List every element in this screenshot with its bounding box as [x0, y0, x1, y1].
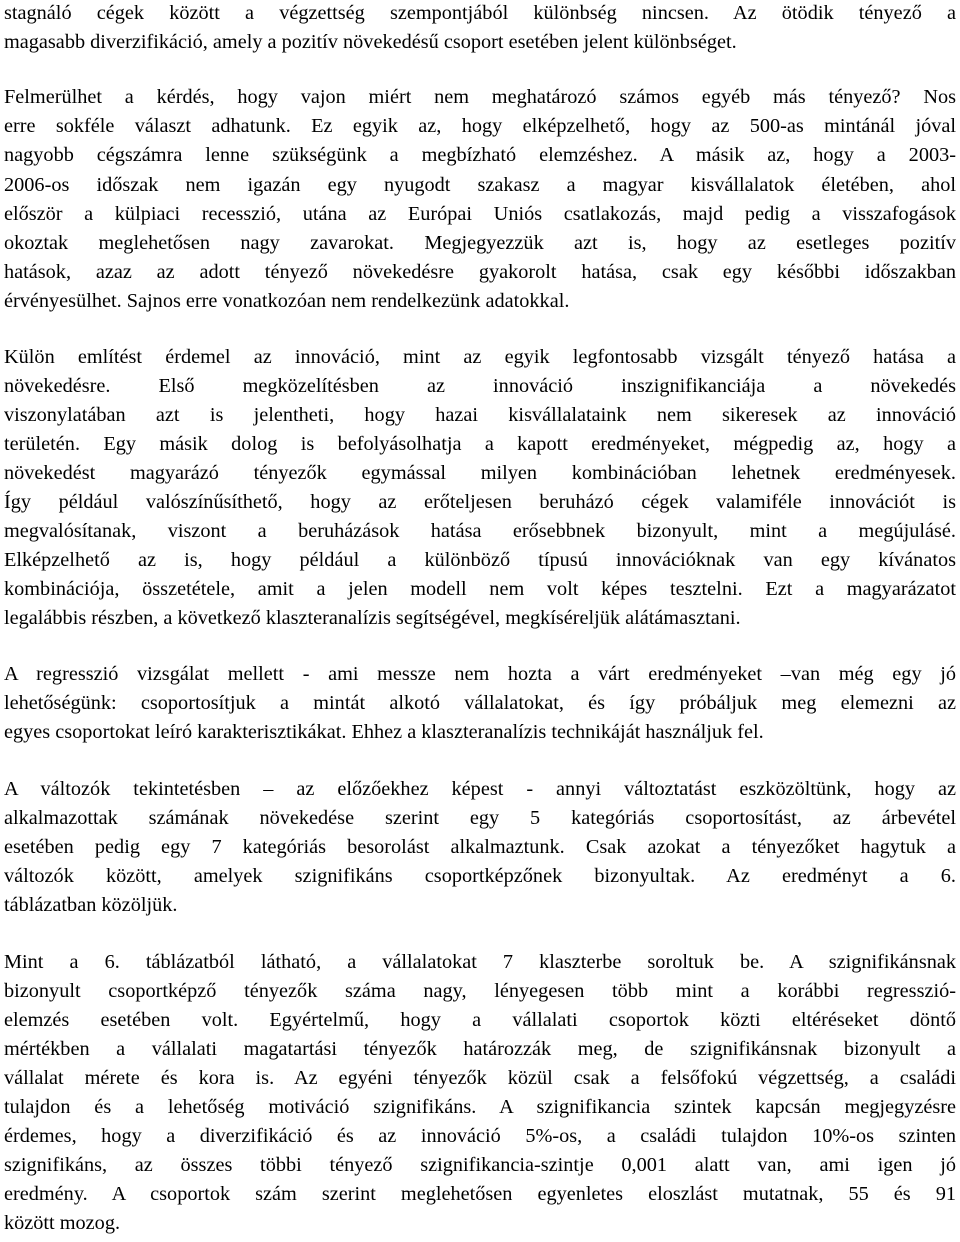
- text-line: 2006-os időszak nem igazán egy nyugodt szakasz a magyar kisvállalatok életében, ahol: [4, 174, 956, 196]
- text-line: Felmerülhet a kérdés, hogy vajon miért nem meghatározó számos egyéb más tényező? Nos: [4, 86, 956, 108]
- text-line: területén. Egy másik dolog is befolyásolhatja a kapott eredményeket, mégpedig az, hogy a: [4, 433, 956, 455]
- text-line: alkalmazottak számának növekedése szerint egy 5 kategóriás csoportosítást, az árbevétel: [4, 807, 956, 829]
- text-line: érdemes, hogy a diverzifikáció és az innováció 5%-os, a családi tulajdon 10%-os szinten: [4, 1125, 956, 1147]
- text-line: viszonylatában azt is jelentheti, hogy hazai kisvállalataink nem sikeresek az innováció: [4, 404, 956, 426]
- text-line: növekedést magyarázó tényezők egymással milyen kombinációban lehetnek eredményesek.: [4, 462, 956, 484]
- text-line: kombinációja, összetétele, amit a jelen modell nem volt képes tesztelni. Ezt a magyarázatot: [4, 578, 956, 600]
- text-line: hatások, azaz az adott tényező növekedésre gyakorolt hatása, csak egy későbbi időszakban: [4, 261, 956, 283]
- text-line: érvényesülhet. Sajnos erre vonatkozóan nem rendelkezünk adatokkal.: [4, 290, 570, 312]
- text-line: változók között, amelyek szignifikáns csoportképzőnek bizonyultak. Az eredményt a 6.: [4, 865, 956, 887]
- text-line: lehetőségünk: csoportosítjuk a mintát alkotó vállalatokat, és így próbáljuk meg elemezni az: [4, 692, 956, 714]
- text-line: A regresszió vizsgálat mellett - ami messze nem hozta a várt eredményeket –van még egy jó: [4, 663, 956, 685]
- text-line: bizonyult csoportképző tényezők száma nagy, lényegesen több mint a korábbi regresszió-: [4, 980, 956, 1002]
- text-line: vállalat mérete és kora is. Az egyéni tényezők közül csak a felsőfokú végzettség, a családi: [4, 1067, 956, 1089]
- text-line: okoztak meglehetősen nagy zavarokat. Megjegyezzük azt is, hogy az esetleges pozitív: [4, 232, 956, 254]
- text-line: növekedésre. Első megközelítésben az innováció inszignifikanciája a növekedés: [4, 375, 956, 397]
- text-line: tulajdon és a lehetőség motiváció szignifikáns. A szignifikancia szintek kapcsán megjegyzésre: [4, 1096, 956, 1118]
- text-line: Elképzelhető az is, hogy például a különböző típusú innovációknak van egy kívánatos: [4, 549, 956, 571]
- text-line: egyes csoportokat leíró karakterisztikákat. Ehhez a klaszteranalízis technikáját használjuk fel.: [4, 721, 764, 743]
- text-line: stagnáló cégek között a végzettség szempontjából különbség nincsen. Az ötödik tényező a: [4, 2, 956, 24]
- text-line: táblázatban közöljük.: [4, 894, 178, 916]
- text-line: megvalósítanak, viszont a beruházások hatása erősebbnek bizonyult, mint a megújulásé.: [4, 520, 956, 542]
- text-line: Mint a 6. táblázatból látható, a vállalatokat 7 klaszterbe soroltuk be. A szignifikánsnak: [4, 951, 956, 973]
- text-line: mértékben a vállalati magatartási tényezők határozzák meg, de szignifikánsnak bizonyult a: [4, 1038, 956, 1060]
- text-line: először a külpiaci recesszió, utána az Európai Uniós csatlakozás, majd pedig a visszafogások: [4, 203, 956, 225]
- text-line: eredmény. A csoportok szám szerint meglehetősen egyenletes eloszlást mutatnak, 55 és 91: [4, 1183, 956, 1205]
- text-line: között mozog.: [4, 1212, 121, 1234]
- text-line: elemzés esetében volt. Egyértelmű, hogy a vállalati csoportok közti eltéréseket döntő: [4, 1009, 956, 1031]
- text-line: erre sokféle választ adhatunk. Ez egyik az, hogy elképzelhető, hogy az 500-as mintánál jóval: [4, 115, 956, 137]
- text-line: legalábbis részben, a következő klaszteranalízis segítségével, megkíséreljük alátámasztani.: [4, 607, 741, 629]
- text-line: magasabb diverzifikáció, amely a pozitív növekedésű csoport esetében jelent különbséget.: [4, 31, 737, 53]
- text-line: nagyobb cégszámra lenne szükségünk a megbízható elemzéshez. A másik az, hogy a 2003-: [4, 144, 956, 166]
- text-line: esetében pedig egy 7 kategóriás besorolást alkalmaztunk. Csak azokat a tényezőket hagytuk a: [4, 836, 956, 858]
- text-line: Így például valószínűsíthető, hogy az erőteljesen beruházó cégek valamiféle innovációt is: [4, 491, 956, 513]
- text-line: szignifikáns, az összes többi tényező szignifikancia-szintje 0,001 alatt van, ami igen jó: [4, 1154, 956, 1176]
- text-line: Külön említést érdemel az innováció, mint az egyik legfontosabb vizsgált tényező hatása a: [4, 346, 956, 368]
- text-line: A változók tekintetésben – az előzőekhez képest - annyi változtatást eszközöltünk, hogy az: [4, 778, 956, 800]
